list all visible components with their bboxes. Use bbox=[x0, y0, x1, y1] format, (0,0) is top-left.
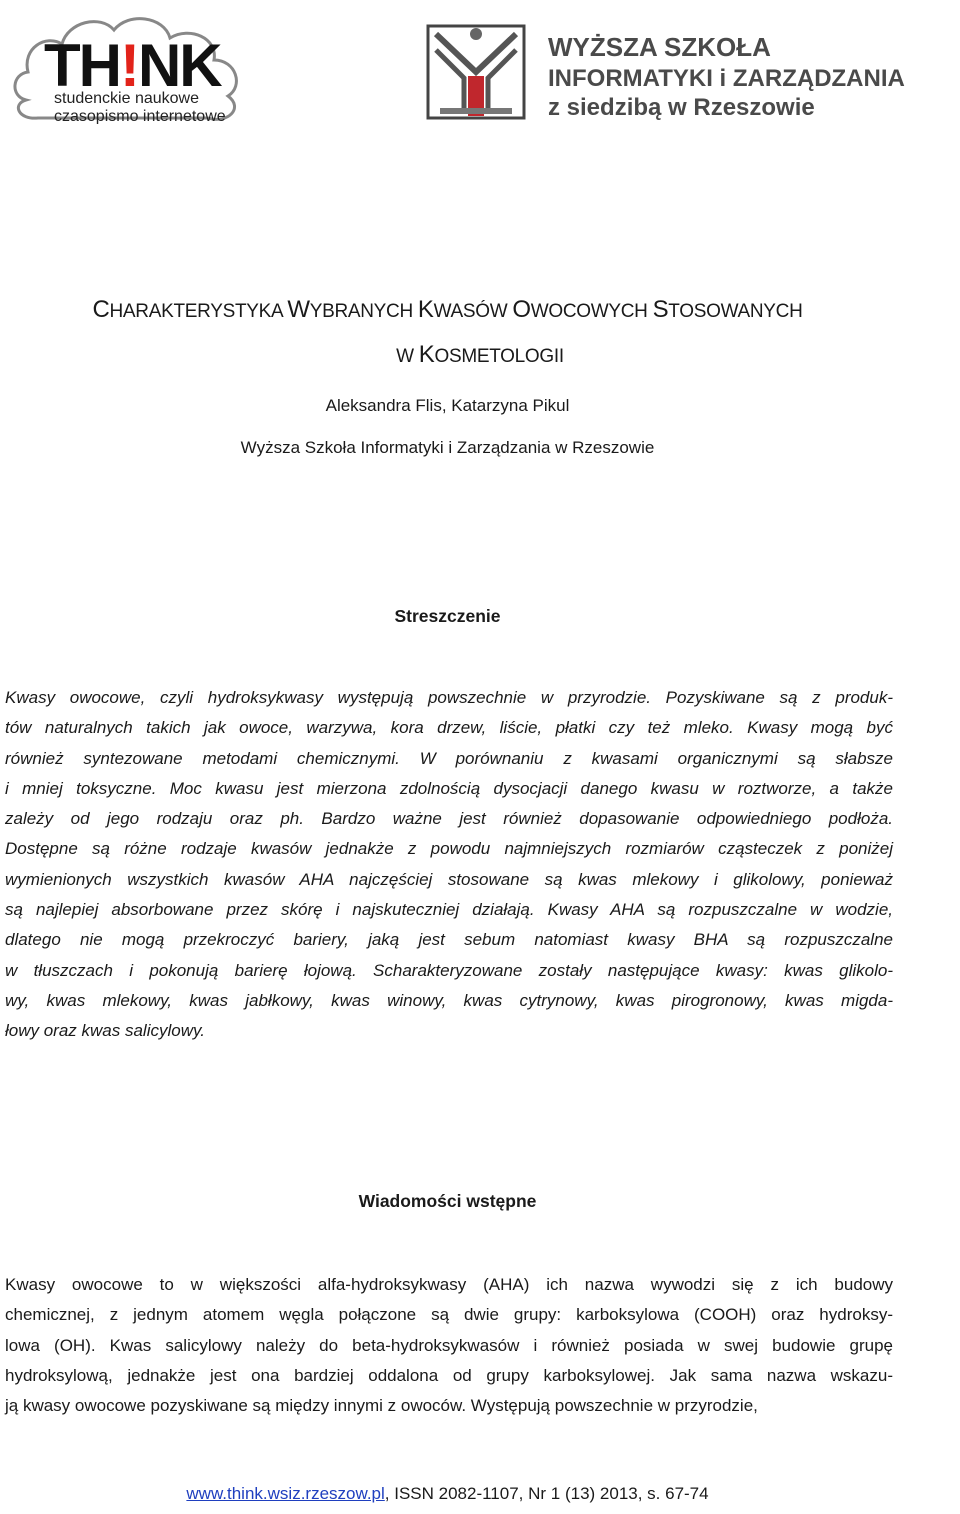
think-logo bbox=[8, 4, 264, 124]
intro-heading: Wiadomości wstępne bbox=[358, 1191, 537, 1211]
affiliation: Wyższa Szkoła Informatyki i Zarządzania w Rzeszowie bbox=[240, 438, 655, 457]
abstract-line: wymienionych wszystkich kwasów AHA najczęściej stosowane są kwas mlekowy i glikolowy, ponieważ bbox=[5, 869, 893, 889]
intro-line: lowa (OH). Kwas salicylowy należy do beta-hydroksykwasów i również posiada w swej budowie grupę bbox=[5, 1335, 893, 1355]
abstract-line: Dostępne są różne rodzaje kwasów jednakże z powodu najmniejszych rozmiarów cząsteczek z poniżej bbox=[5, 839, 893, 859]
abstract-line: zależy od jego rodzaju oraz ph. Bardzo ważne jest również dopasowanie odpowiedniego podłoża. bbox=[5, 809, 893, 829]
intro-line: ją kwasy owocowe pozyskiwane są między innymi z owoców. Występują powszechnie w przyrodzie, bbox=[5, 1396, 758, 1416]
abstract-text bbox=[5, 683, 893, 1047]
journal-link[interactable]: www.think.wsiz.rzeszow.pl bbox=[186, 1484, 385, 1503]
wsiz-line-1: WYŻSZA SZKOŁA bbox=[548, 32, 771, 62]
abstract-line: wy, kwas mlekowy, kwas jabłkowy, kwas winowy, kwas cytrynowy, kwas pirogronowy, kwas migda- bbox=[5, 990, 893, 1010]
think-tagline-2: czasopismo internetowe bbox=[54, 108, 226, 124]
think-tagline-1: studenckie naukowe bbox=[54, 90, 199, 107]
abstract-line: i mniej toksyczne. Moc kwasu jest mierzona zdolnością dysocjacji danego kwasu w roztworze, a także bbox=[5, 778, 893, 798]
intro-line: hydroksylową, jednakże jest ona bardziej oddalona od grupy karboksylowej. Jak sama nazwa wskazu- bbox=[5, 1365, 893, 1385]
wsiz-line-3: z siedzibą w Rzeszowie bbox=[548, 94, 815, 121]
wsiz-line-2: INFORMATYKI i ZARZĄDZANIA bbox=[548, 65, 905, 92]
paper-title-line-1: CHARAKTERYSTYKA WYBRANYCH KWASÓW OWOCOWYCH STOSOWANYCH bbox=[92, 296, 803, 323]
footer bbox=[0, 1484, 895, 1504]
wsiz-logo bbox=[424, 20, 960, 130]
abstract-heading: Streszczenie bbox=[394, 606, 501, 626]
authors: Aleksandra Flis, Katarzyna Pikul bbox=[325, 396, 570, 415]
think-word: TH!NK bbox=[44, 32, 221, 99]
intro-line: Kwasy owocowe to w większości alfa-hydroksykwasy (AHA) ich nazwa wywodzi się z ich budowy bbox=[5, 1275, 893, 1294]
abstract-line: w tłuszczach i pokonują barierę łojową. Scharakteryzowane zostały następujące kwasy: kwas glikolo- bbox=[5, 960, 893, 980]
intro-text bbox=[5, 1270, 893, 1421]
abstract-line: również syntezowane metodami chemicznymi. W porównaniu z kwasami organicznymi są słabsze bbox=[5, 748, 893, 768]
abstract-line: łowy oraz kwas salicylowy. bbox=[5, 1021, 205, 1041]
abstract-line: Kwasy owocowe, czyli hydroksykwasy występują powszechnie w przyrodzie. Pozyskiwane są z produk- bbox=[5, 688, 893, 707]
abstract-line: dlatego nie mogą przekroczyć bariery, jaką jest sebum natomiast kwasy BHA są rozpuszczalne bbox=[5, 930, 893, 950]
footer-citation: , ISSN 2082-1107, Nr 1 (13) 2013, s. 67-74 bbox=[384, 1484, 709, 1503]
abstract-line: tów naturalnych takich jak owoce, warzywa, kora drzew, liście, płatki czy też mleko. Kwasy mogą być bbox=[5, 718, 893, 738]
paper-title-line-2: W KOSMETOLOGII bbox=[396, 341, 564, 368]
intro-line: chemicznej, z jednym atomem węgla połączone są dwie grupy: karboksylowa (COOH) oraz hydroksy- bbox=[5, 1305, 893, 1325]
wsiz-emblem bbox=[428, 26, 524, 118]
abstract-line: są najlepiej absorbowane przez skórę i najskuteczniej działają. Kwasy AHA są rozpuszczalne w wodzie, bbox=[5, 900, 893, 920]
